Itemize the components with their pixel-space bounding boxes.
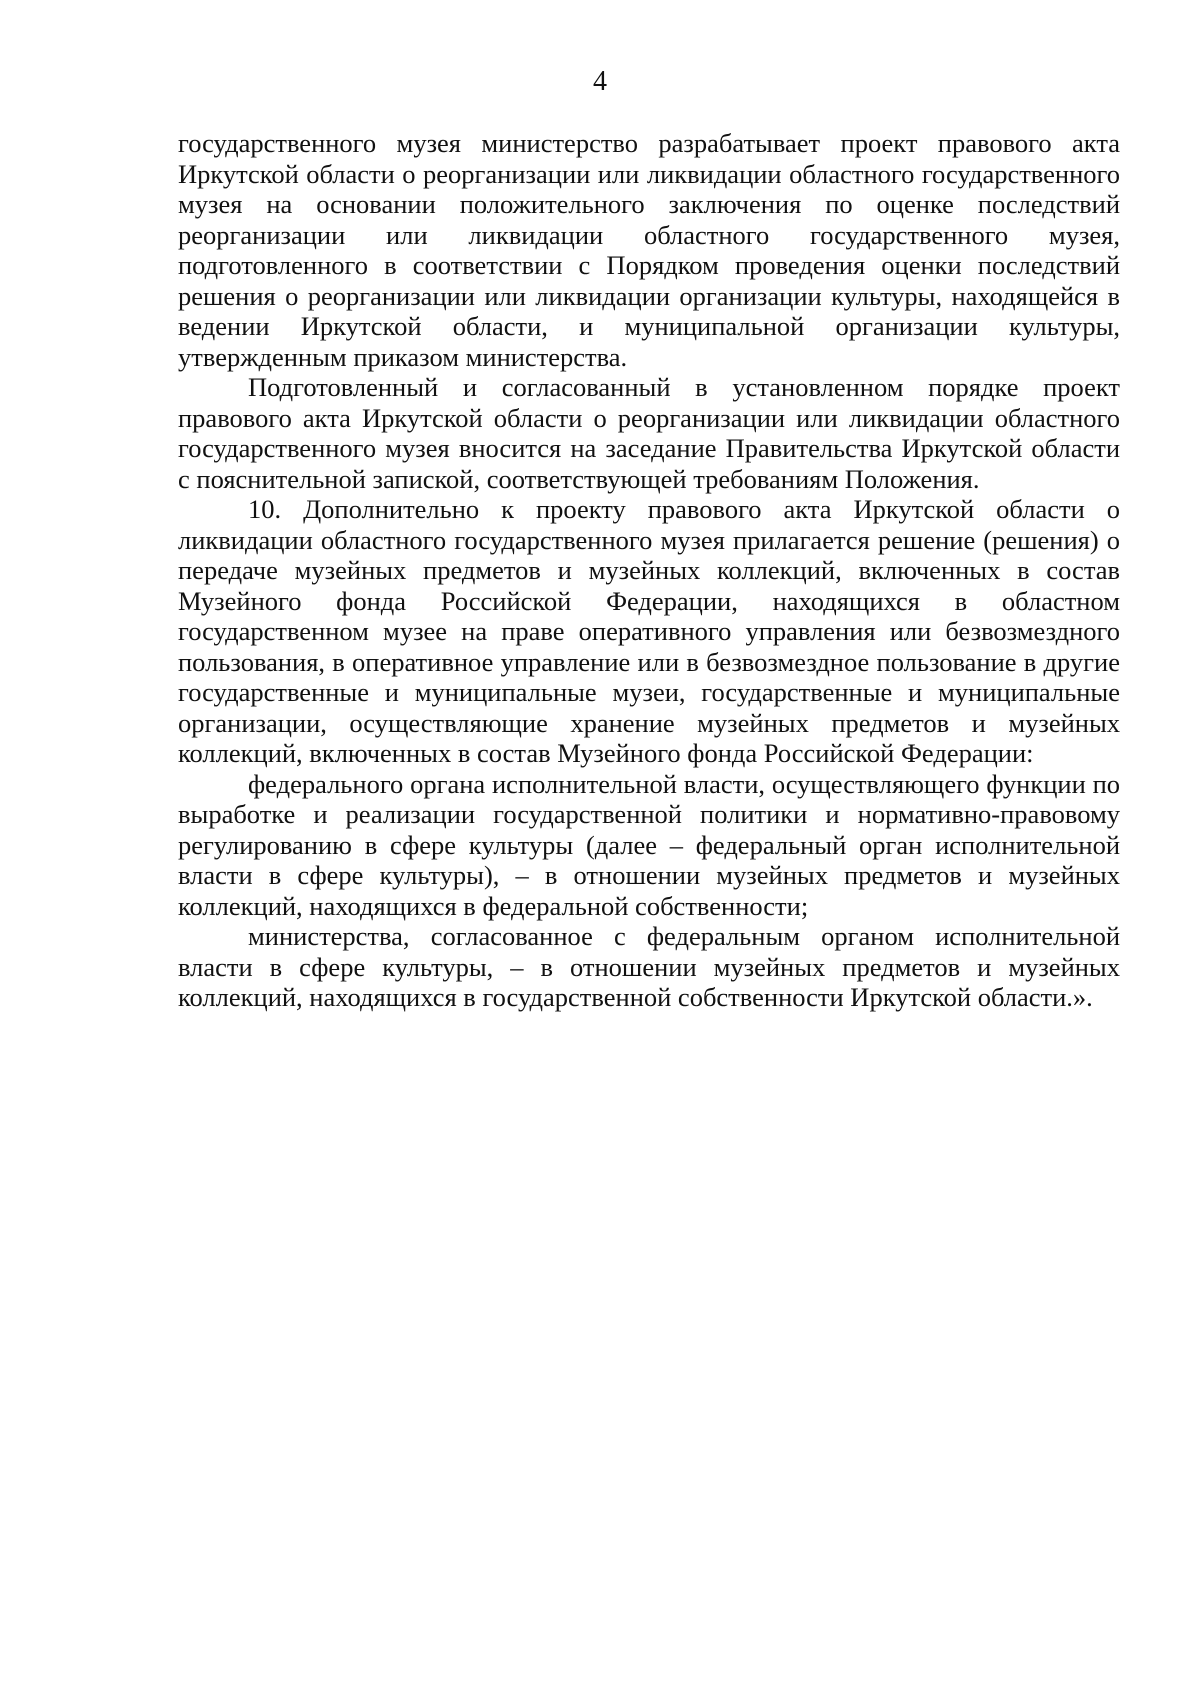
paragraph-continuation: государственного музея министерство разрабатывает проект правового акта Иркутской области о реорганизации или ликвидации областного государственного музея на основании положительного заключения по оценке последствий реорганизации или ликвидации областного государственного музея, подготовленного в соответствии с Порядком проведения оценки последствий решения о реорганизации или ликвидации организации культуры, находящейся в ведении Иркутской области, и муниципальной организации культуры, утвержденным приказом министерства. xyxy=(178,128,1120,372)
paragraph-item-10: 10. Дополнительно к проекту правового акта Иркутской области о ликвидации областного государственного музея прилагается решение (решения) о передаче музейных предметов и музейных коллекций, включенных в состав Музейного фонда Российской Федерации, находящихся в областном государственном музее на праве оперативного управления или безвозмездного пользования, в оперативное управление или в безвозмездное пользование в другие государственные и муниципальные музеи, государственные и муниципальные организации, осуществляющие хранение музейных предметов и музейных коллекций, включенных в состав Музейного фонда Российской Федерации: xyxy=(178,494,1120,768)
page-number: 4 xyxy=(593,66,607,97)
paragraph-ministry: министерства, согласованное с федеральным органом исполнительной власти в сфере культуры, – в отношении музейных предметов и музейных коллекций, находящихся в государственной собственности Иркутской области.». xyxy=(178,921,1120,1012)
paragraph-submission: Подготовленный и согласованный в установленном порядке проект правового акта Иркутской области о реорганизации или ликвидации областного государственного музея вносится на заседание Правительства Иркутской области с пояснительной запиской, соответствующей требованиям Положения. xyxy=(178,372,1120,494)
document-body xyxy=(178,128,1120,1013)
paragraph-federal-body: федерального органа исполнительной власти, осуществляющего функции по выработке и реализации государственной политики и нормативно-правовому регулированию в сфере культуры (далее – федеральный орган исполнительной власти в сфере культуры), – в отношении музейных предметов и музейных коллекций, находящихся в федеральной собственности; xyxy=(178,768,1120,921)
